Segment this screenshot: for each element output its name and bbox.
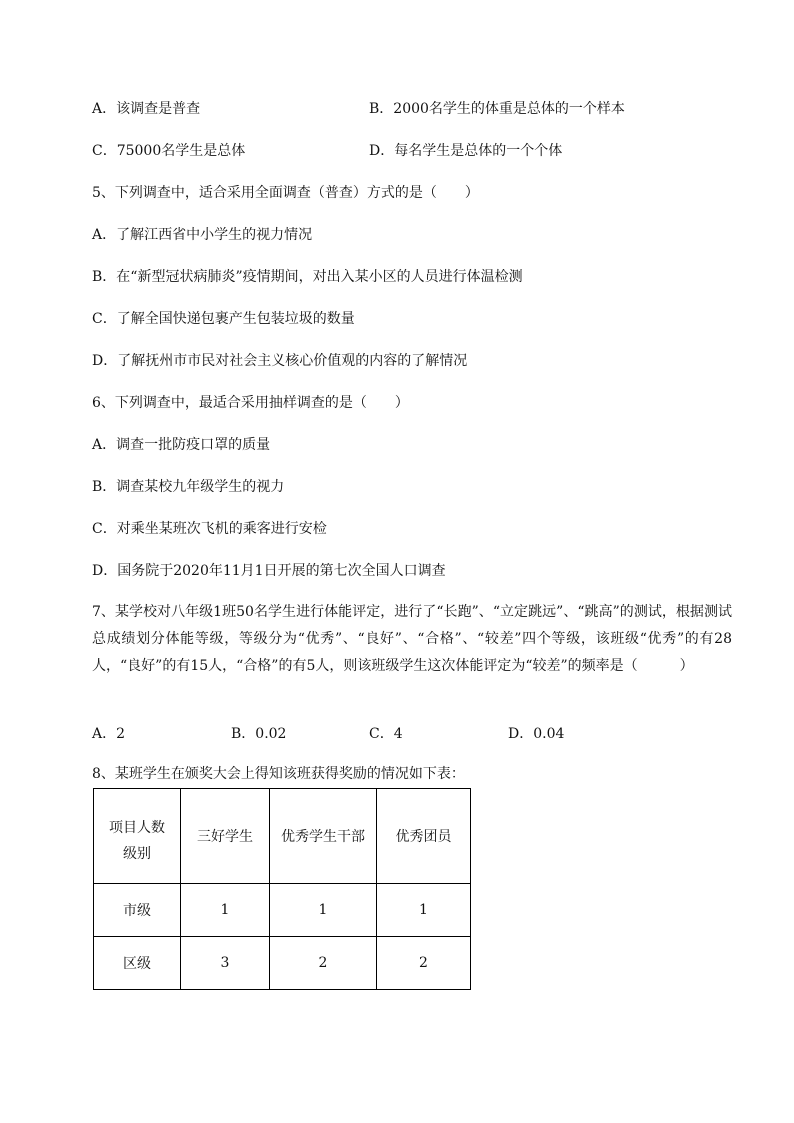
table-row — [94, 884, 471, 937]
q4-option-a: A．该调查是普查 — [92, 101, 201, 117]
awards-table — [93, 788, 471, 990]
q6-stem: 6、下列调查中，最适合采用抽样调查的是（ ） — [92, 395, 409, 411]
corner-label-top: 项目人数 — [109, 820, 165, 836]
table-header-cell: 三好学生 — [181, 789, 270, 884]
table-cell: 3 — [181, 937, 270, 990]
q7-option-b: B．0.02 — [231, 726, 287, 742]
q5-option-d: D．了解抚州市市民对社会主义核心价值观的内容的了解情况 — [92, 353, 468, 369]
q6-option-b: B．调查某校九年级学生的视力 — [92, 479, 285, 495]
q4-option-d: D．每名学生是总体的一个个体 — [369, 143, 563, 159]
q4-option-b: B．2000名学生的体重是总体的一个样本 — [369, 101, 625, 117]
q5-option-a: A．了解江西省中小学生的视力情况 — [92, 227, 313, 243]
q6-option-a: A．调查一批防疫口罩的质量 — [92, 437, 271, 453]
q6-option-c: C．对乘坐某班次飞机的乘客进行安检 — [92, 521, 327, 537]
table-header-cell: 优秀团员 — [377, 789, 471, 884]
q7-option-c: C．4 — [369, 726, 403, 742]
q7-option-d: D．0.04 — [508, 726, 565, 742]
q5-option-b: B．在“新型冠状病肺炎”疫情期间，对出入某小区的人员进行体温检测 — [92, 269, 523, 285]
q6-option-d: D．国务院于2020年11月1日开展的第七次全国人口调查 — [92, 563, 446, 579]
corner-label-bottom: 级别 — [123, 846, 151, 862]
table-corner-cell — [94, 789, 181, 884]
table-cell: 1 — [377, 884, 471, 937]
q5-stem: 5、下列调查中，适合采用全面调查（普查）方式的是（ ） — [92, 185, 479, 201]
table-header-cell: 优秀学生干部 — [270, 789, 377, 884]
table-row-label: 区级 — [94, 937, 181, 990]
table-cell: 1 — [270, 884, 377, 937]
table-cell: 1 — [181, 884, 270, 937]
q4-option-c: C．75000名学生是总体 — [92, 143, 246, 159]
q8-stem: 8、某班学生在颁奖大会上得知该班获得奖励的情况如下表： — [92, 766, 465, 782]
table-cell: 2 — [270, 937, 377, 990]
table-cell: 2 — [377, 937, 471, 990]
table-row — [94, 937, 471, 990]
q5-option-c: C．了解全国快递包裹产生包装垃圾的数量 — [92, 311, 355, 327]
q7-option-a: A．2 — [92, 726, 126, 742]
q7-stem: 7、某学校对八年级1班50名学生进行体能评定，进行了“长跑”、“立定跳远”、“跳高”的测试，根据测试总成绩划分体能等级，等级分为“优秀”、“良好”、“合格”、“较差”四个等级，该班级“优秀”的有28人，“良好”的有15人，“合格”的有5人，则该班级学生这次体能评定为“较差”的频率是（ ） — [92, 604, 732, 674]
table-header-row — [94, 789, 471, 884]
table-row-label: 市级 — [94, 884, 181, 937]
